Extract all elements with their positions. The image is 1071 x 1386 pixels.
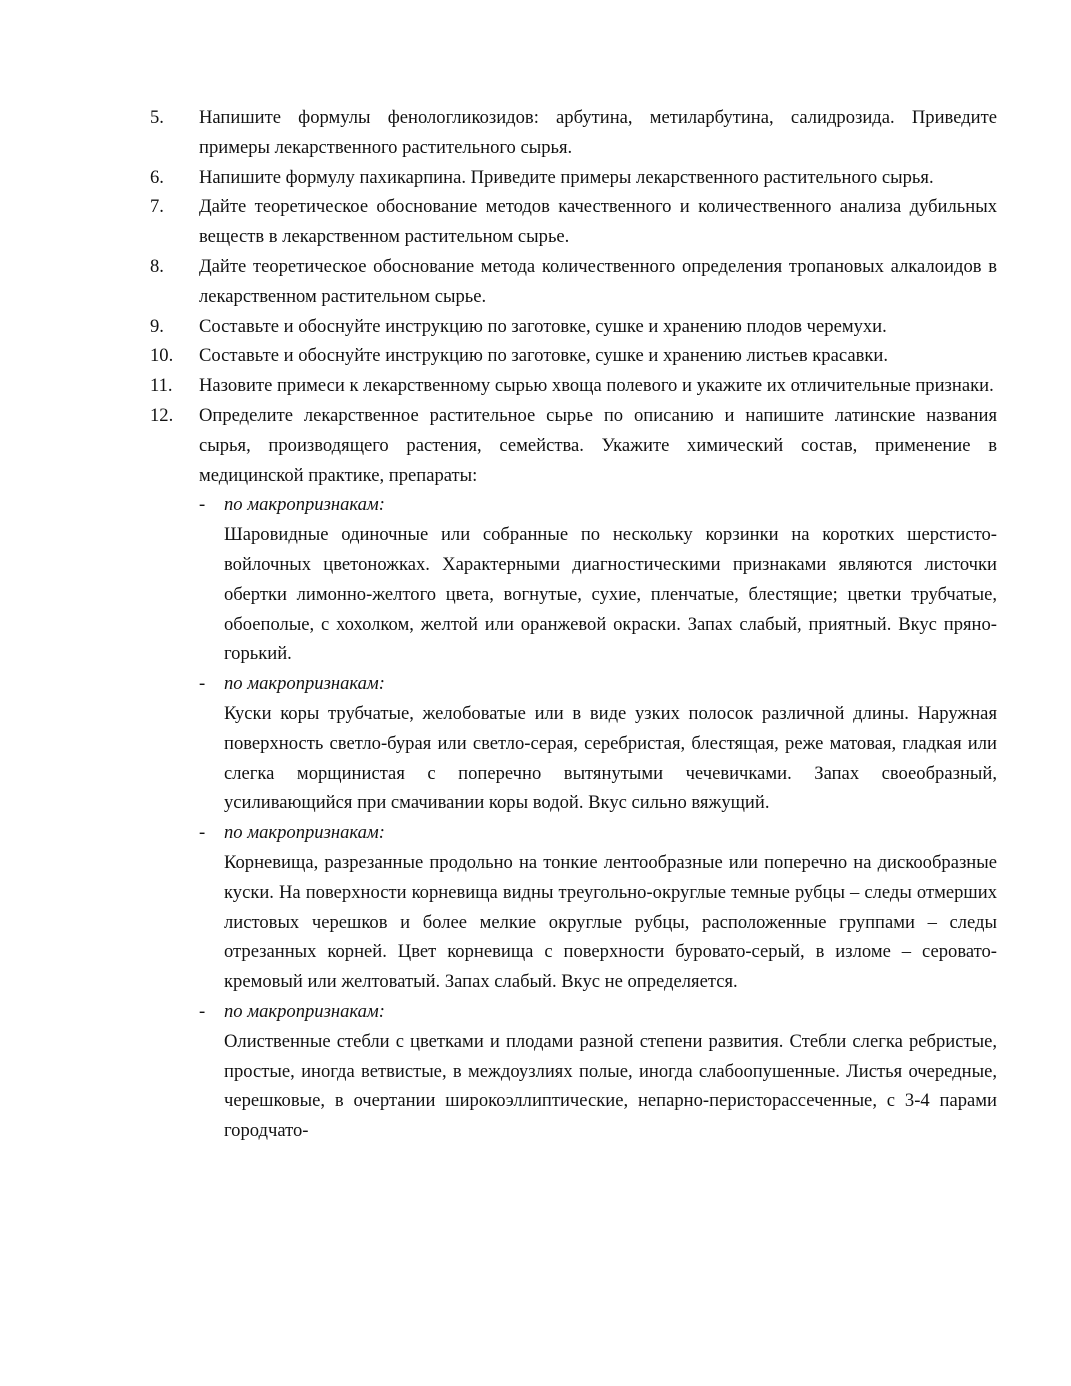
item-number: 11. [150, 375, 173, 397]
sub-item-description: Шаровидные одиночные или собранные по нескольку корзинки на коротких шерстисто-войлочных цветоножках. Характерными диагностическими признаками являются листочки обертки лимонно-желтого цвета, вогнутые, сухие, пленчатые, блестящие; цветки трубчатые, обоеполые, с хохолком, желтой или оранжевой окраски. Запах слабый, приятный. Вкус пряно-горький. [224, 524, 997, 665]
dash-marker: - [199, 494, 206, 516]
list-item [150, 252, 997, 312]
item-text: Дайте теоретическое обоснование метода количественного определения тропановых алкалоидов в лекарственном растительном сырье. [199, 255, 997, 307]
item-text: Дайте теоретическое обоснование методов качественного и количественного анализа дубильных веществ в лекарственном растительном сырье. [199, 196, 997, 248]
sub-item-header [199, 818, 997, 848]
sub-item-label: по макропризнакам: [224, 494, 385, 516]
list-item [150, 103, 997, 163]
item-number: 8. [150, 255, 164, 277]
list-item [150, 192, 997, 252]
item-number: 9. [150, 315, 164, 337]
item-text: Составьте и обоснуйте инструкцию по заготовке, сушке и хранению плодов черемухи. [199, 315, 887, 337]
item-number: 7. [150, 196, 164, 218]
sub-item-label: по макропризнакам: [224, 1000, 385, 1022]
item-text: Напишите формулы фенологликозидов: арбутина, метиларбутина, салидрозида. Приведите примеры лекарственного растительного сырья. [199, 107, 997, 158]
item-number: 12. [150, 404, 174, 426]
sub-item-header [199, 669, 997, 699]
list-item [150, 163, 997, 193]
dash-marker: - [199, 822, 206, 844]
item-text: Назовите примеси к лекарственному сырью хвоща полевого и укажите их отличительные признаки. [199, 375, 994, 397]
sub-item-label: по макропризнакам: [224, 822, 385, 844]
item-number: 6. [150, 166, 164, 188]
item-number: 5. [150, 107, 164, 128]
sub-item-description: Куски коры трубчатые, желобоватые или в виде узких полосок различной длины. Наружная поверхность светло-бурая или светло-серая, серебристая, блестящая, реже матовая, гладкая или слегка морщинистая с поперечно вытянутыми чечевичками. Запах своеобразный, усиливающийся при смачивании коры водой. Вкус сильно вяжущий. [224, 702, 997, 814]
item-text: Составьте и обоснуйте инструкцию по заготовке, сушке и хранению листьев красавки. [199, 345, 888, 367]
item-number: 10. [150, 345, 174, 367]
sub-item-label: по макропризнакам: [224, 673, 385, 695]
list-item [150, 341, 997, 371]
sub-item-header [199, 490, 997, 520]
sub-item-description: Корневища, разрезанные продольно на тонкие лентообразные или поперечно на дискообразные куски. На поверхности корневища видны треугольно-округлые темные рубцы – следы отмерших листовых черешков и более мелкие округлые рубцы, расположенные группами – следы отрезанных корней. Цвет корневища с поверхности буровато-серый, в изломе – серовато-кремовый или желтоватый. Запах слабый. Вкус не определяется. [224, 851, 997, 993]
list-item [150, 371, 997, 401]
item-text: Напишите формулу пахикарпина. Приведите примеры лекарственного растительного сырья. [199, 166, 934, 188]
item-text: Определите лекарственное растительное сырье по описанию и напишите латинские названия сырья, производящего растения, семейства. Укажите химический состав, применение в медицинской практике, препараты: [199, 404, 997, 486]
question-list [150, 103, 997, 1146]
list-item [150, 312, 997, 342]
dash-marker: - [199, 1000, 206, 1022]
sub-item-description: Олиственные стебли с цветками и плодами разной степени развития. Стебли слегка ребристые, простые, иногда ветвистые, в междоузлиях полые, иногда слабоопушенные. Листья очередные, черешковые, в очертании широкоэллиптические, непарно-перисторассеченные, с 3-4 парами городчато- [224, 1030, 997, 1142]
dash-marker: - [199, 673, 206, 695]
list-item [150, 401, 997, 490]
sub-item-header [199, 997, 997, 1027]
